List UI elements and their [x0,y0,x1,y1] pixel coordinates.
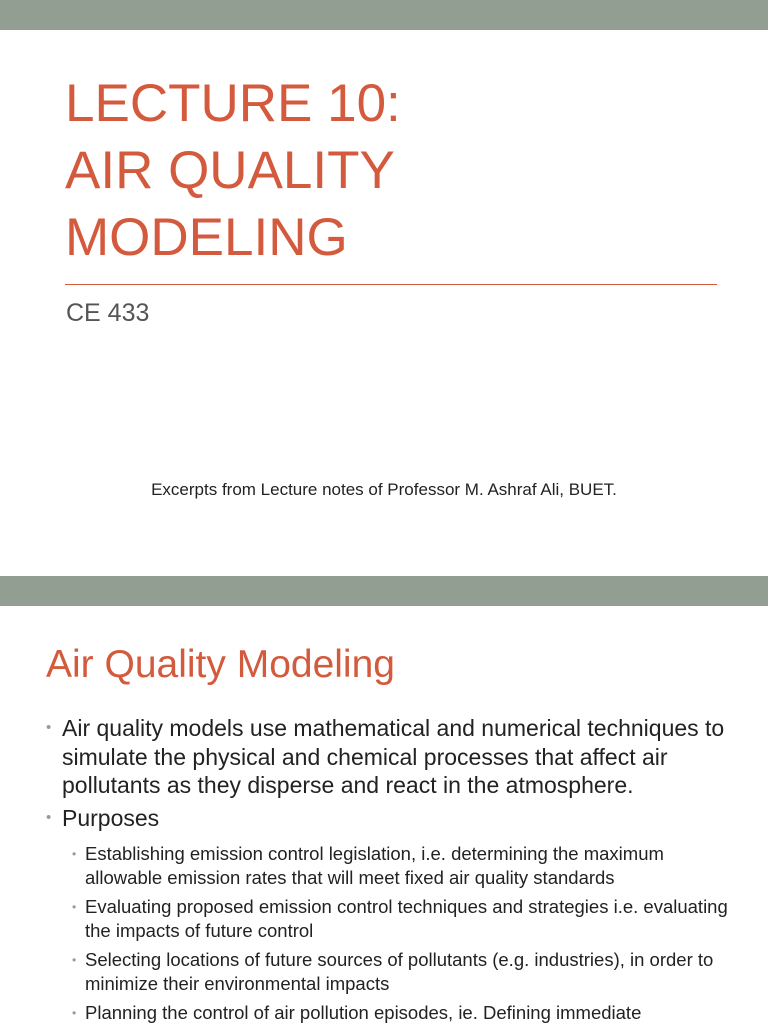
list-item [62,948,746,996]
bullet-text: Purposes [62,804,160,831]
sub-bullet-list [62,842,746,1025]
title-line-2: AIR QUALITY [65,141,395,200]
bullet-icon: • [46,719,52,736]
sub-bullet-text: Selecting locations of future sources of pollutants (e.g. industries), in order to minimize their environmental impacts [85,949,714,994]
bullet-text: Air quality models use mathematical and numerical techniques to simulate the physical and chemical processes that affect air pollutants as they disperse and react in the atmosphere. [62,715,725,798]
slide1-top-bar [0,0,768,30]
bullet-icon: • [46,808,52,826]
slide2-top-bar [0,576,768,606]
bullet-icon: • [72,1006,77,1020]
list-item [62,895,746,943]
course-code: CE 433 [66,299,150,327]
excerpt-note: Excerpts from Lecture notes of Professor M. Ashraf Ali, BUET. [151,480,617,499]
bullet-icon: • [72,847,77,861]
sub-bullet-text: Establishing emission control legislation, i.e. determining the maximum allowable emission rates that will meet fixed air quality standards [85,843,664,888]
list-item [46,804,746,1026]
slide1-title [65,70,401,271]
main-bullet-list [46,714,746,1030]
slide2-title: Air Quality Modeling [46,643,395,686]
bullet-icon: • [72,953,77,967]
title-line-1: LECTURE 10: [65,74,401,133]
list-item [62,842,746,890]
list-item [46,714,746,800]
title-divider [65,284,717,285]
title-line-3: MODELING [65,208,348,267]
list-item [62,1001,746,1025]
bullet-icon: • [72,900,77,914]
sub-bullet-text: Evaluating proposed emission control techniques and strategies i.e. evaluating the impacts of future control [85,896,728,941]
sub-bullet-text: Planning the control of air pollution episodes, ie. Defining immediate [85,1002,642,1023]
